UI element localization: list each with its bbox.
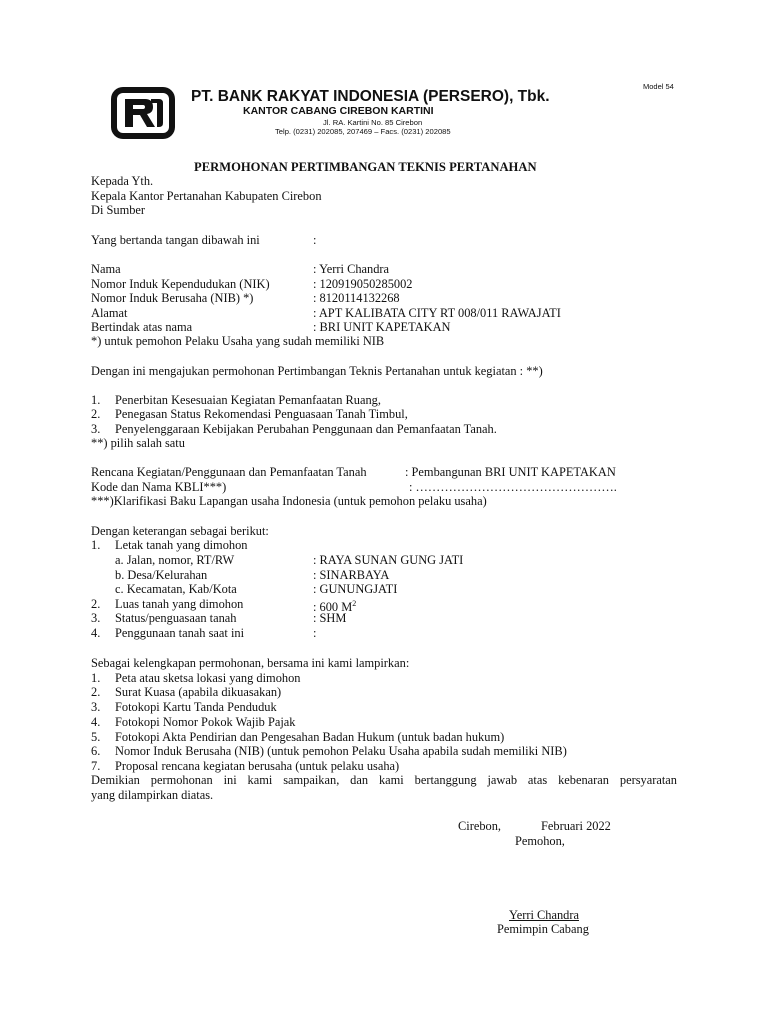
closing-statement: Demikian permohonan ini kami sampaikan, dan kami bertanggung jawab atas kebenaran persyaratan: [91, 773, 677, 787]
district-value: : GUNUNGJATI: [313, 582, 398, 596]
closing-statement-end: yang dilampirkan diatas.: [91, 788, 214, 802]
village-value: : SINARBAYA: [313, 568, 390, 582]
branch-address: Jl. RA. Kartini No. 85 Cirebon: [323, 118, 423, 127]
activity-number: 2.: [91, 407, 101, 421]
attachment-item: 4. Fotokopi Nomor Pokok Wajib Pajak: [91, 715, 296, 729]
signatory-title: Pemimpin Cabang: [497, 922, 589, 936]
applicant-nib-label: Nomor Induk Berusaha (NIB) *): [91, 291, 254, 305]
choose-note: **) pilih salah satu: [91, 436, 185, 450]
recipient-salutation: Kepada Yth.: [91, 174, 154, 188]
kbli-label: Kode dan Nama KBLI***): [91, 480, 227, 494]
plan-label: Rencana Kegiatan/Penggunaan dan Pemanfaatan Tanah: [91, 465, 367, 479]
applicant-name-value: : Yerri Chandra: [313, 262, 390, 276]
details-intro: Dengan keterangan sebagai berikut:: [91, 524, 269, 538]
activity-text: Penyelenggaraan Kebijakan Perubahan Penggunaan dan Pemanfaatan Tanah.: [115, 422, 497, 436]
applicant-on-behalf-label: Bertindak atas nama: [91, 320, 193, 334]
activity-text: Penerbitan Kesesuaian Kegiatan Pemanfaatan Ruang,: [115, 393, 381, 407]
applicant-on-behalf-value: : BRI UNIT KAPETAKAN: [313, 320, 451, 334]
bank-name: PT. BANK RAKYAT INDONESIA (PERSERO), Tbk.: [191, 88, 550, 105]
activity-number: 1.: [91, 393, 101, 407]
request-intro: Dengan ini mengajukan permohonan Pertimbangan Teknis Pertanahan untuk kegiatan : **): [91, 364, 543, 378]
signer-intro-label: Yang bertanda tangan dibawah ini: [91, 233, 260, 247]
signature-role: Pemohon,: [515, 834, 565, 848]
street-value: : RAYA SUNAN GUNG JATI: [313, 553, 464, 567]
branch-name: KANTOR CABANG CIREBON KARTINI: [243, 105, 434, 117]
recipient-location: Di Sumber: [91, 203, 146, 217]
activity-item: [91, 422, 497, 436]
district-label: c. Kecamatan, Kab/Kota: [115, 582, 237, 596]
attachment-item: 5. Fotokopi Akta Pendirian dan Pengesahan Badan Hukum (untuk badan hukum): [91, 730, 505, 744]
attachment-item: 6. Nomor Induk Berusaha (NIB) (untuk pemohon Pelaku Usaha apabila sudah memiliki NIB): [91, 744, 567, 758]
recipient-office: Kepala Kantor Pertanahan Kabupaten Cirebon: [91, 189, 322, 203]
use-label: 4. Penggunaan tanah saat ini: [91, 626, 245, 640]
area-unit-superscript: 2: [352, 599, 357, 608]
applicant-name-label: Nama: [91, 262, 121, 276]
branch-phone: Telp. (0231) 202085, 207469 – Facs. (0231) 202085: [275, 127, 451, 136]
area-value: : 600 $M^2$: [313, 599, 357, 615]
location-label: 1. Letak tanah yang dimohon: [91, 538, 248, 552]
attachment-item: 1. Peta atau sketsa lokasi yang dimohon: [91, 671, 301, 685]
attachments-intro: Sebagai kelengkapan permohonan, bersama ini kami lampirkan:: [91, 656, 410, 670]
attachment-item: 3. Fotokopi Kartu Tanda Penduduk: [91, 700, 277, 714]
signature-date: Februari 2022: [541, 819, 611, 833]
applicant-address-value: : APT KALIBATA CITY RT 008/011 RAWAJATI: [313, 306, 561, 320]
activity-item: [91, 407, 408, 421]
nib-note: *) untuk pemohon Pelaku Usaha yang sudah memiliki NIB: [91, 334, 385, 348]
applicant-nik-label: Nomor Induk Kependudukan (NIK): [91, 277, 270, 291]
signer-intro-colon: :: [313, 233, 317, 247]
status-value: : SHM: [313, 611, 347, 625]
bri-logo-icon: [111, 87, 175, 139]
activity-number: 3.: [91, 422, 101, 436]
signatory-name: Yerri Chandra: [509, 908, 579, 922]
applicant-address-label: Alamat: [91, 306, 128, 320]
status-label: 3. Status/penguasaan tanah: [91, 611, 237, 625]
signature-place: Cirebon,: [458, 819, 502, 833]
activity-text: Penegasan Status Rekomendasi Penguasaan Tanah Timbul,: [115, 407, 408, 421]
plan-value: : Pembangunan BRI UNIT KAPETAKAN: [405, 465, 616, 479]
applicant-nik-value: : 120919050285002: [313, 277, 413, 291]
applicant-nib-value: : 8120114132268: [313, 291, 400, 305]
kbli-value: : ………………………………………….: [409, 480, 617, 494]
attachment-item: 2. Surat Kuasa (apabila dikuasakan): [91, 685, 282, 699]
document-title: PERMOHONAN PERTIMBANGAN TEKNIS PERTANAHAN: [194, 160, 537, 174]
activity-item: [91, 393, 381, 407]
village-label: b. Desa/Kelurahan: [115, 568, 208, 582]
model-number: Model 54: [643, 82, 674, 91]
area-label: 2. Luas tanah yang dimohon: [91, 597, 244, 611]
street-label: a. Jalan, nomor, RT/RW: [115, 553, 235, 567]
use-value: :: [313, 626, 317, 640]
attachment-item: 7. Proposal rencana kegiatan berusaha (untuk pelaku usaha): [91, 759, 400, 773]
kbli-note: ***)Klarifikasi Baku Lapangan usaha Indonesia (untuk pemohon pelaku usaha): [91, 494, 487, 508]
